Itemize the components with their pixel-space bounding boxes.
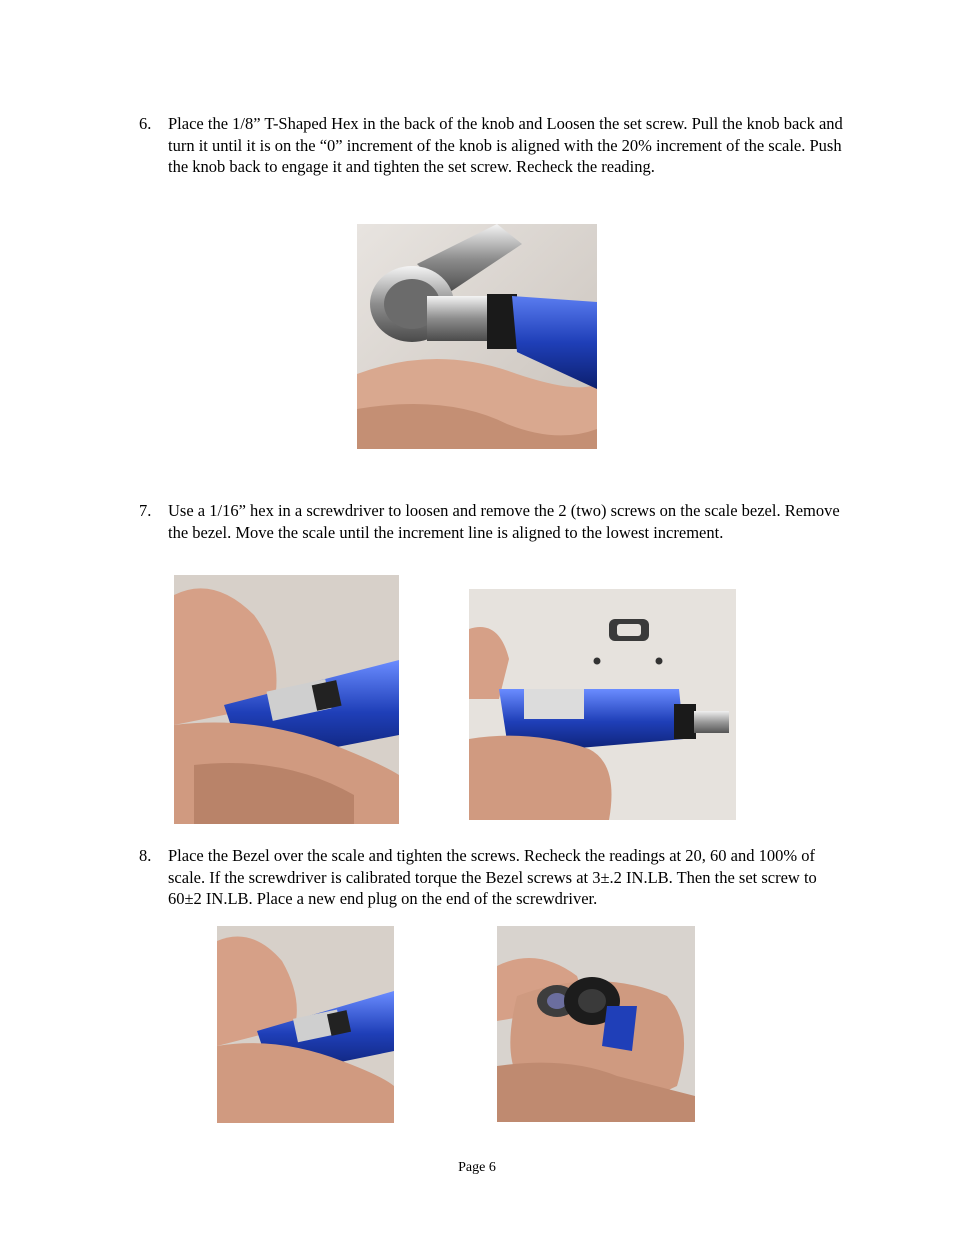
photo-tightening-bezel-screws: [217, 926, 394, 1123]
photo-removing-bezel-screws: [174, 575, 399, 824]
step-text: Place the 1/8” T-Shaped Hex in the back of the knob and Loosen the set screw. Pull the knob back and turn it until it is on the “0” increment of the knob is aligned with the 20% increment of the scale. Push the knob back to engage it and tighten the set screw. Recheck the reading.: [168, 114, 843, 176]
step-6: [139, 113, 849, 178]
step-number: 8.: [139, 846, 152, 865]
page-number: Page 6: [458, 1160, 496, 1175]
step-number: 6.: [139, 114, 152, 133]
step-7: [139, 500, 849, 543]
step-text: Use a 1/16” hex in a screwdriver to loosen and remove the 2 (two) screws on the scale bezel. Remove the bezel. Move the scale until the increment line is aligned to the lowest increment.: [168, 501, 840, 542]
photo-bezel-removed: [469, 589, 736, 820]
step-number: 7.: [139, 501, 152, 520]
step-8: [139, 845, 849, 910]
step-text: Place the Bezel over the scale and tighten the screws. Recheck the readings at 20, 60 and 100% of scale. If the screwdriver is calibrated torque the Bezel screws at 3±.2 IN.LB. Then the set screw to 60±2 IN.LB. Place a new end plug on the end of the screwdriver.: [168, 846, 817, 908]
photo-t-hex-in-knob: [357, 224, 597, 449]
photo-placing-end-plug: [497, 926, 695, 1122]
